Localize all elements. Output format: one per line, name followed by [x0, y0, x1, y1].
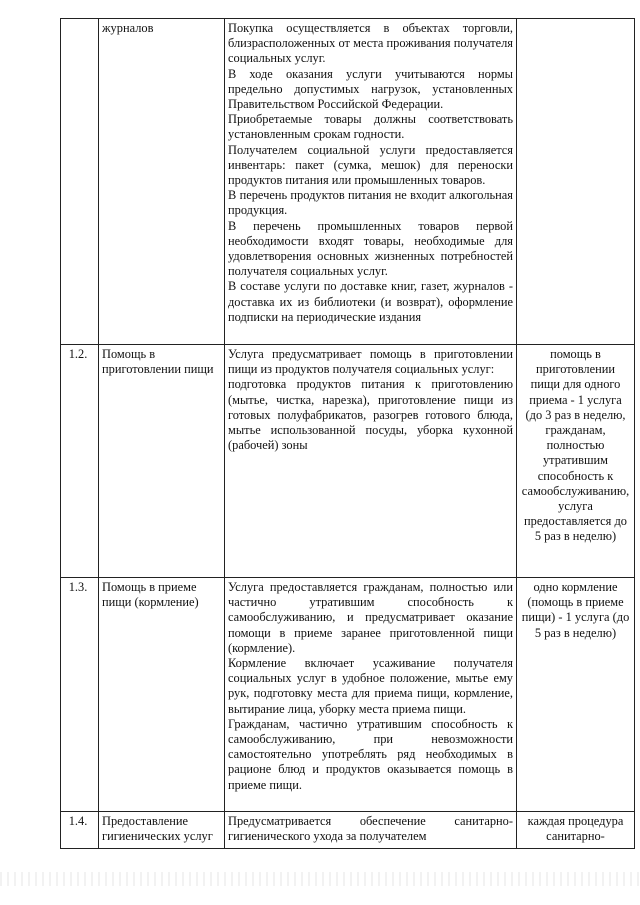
services-table: [60, 18, 635, 849]
description-paragraph: Покупка осуществляется в объектах торговли, близрасположенных от места проживания получателя социальных услуг.: [228, 21, 513, 66]
service-description: [225, 19, 517, 345]
service-frequency: одно кормление (помощь в приеме пищи) - 1 услуга (до 5 раз в неделю): [517, 578, 635, 812]
row-number: 1.4.: [61, 812, 99, 849]
service-name: Помощь в приготовлении пищи: [99, 345, 225, 578]
description-paragraph: Предусматривается обеспечение санитарно-гигиенического ухода за получателем: [228, 814, 513, 844]
description-paragraph: Приобретаемые товары должны соответствовать установленным срокам годности.: [228, 112, 513, 142]
service-name: журналов: [99, 19, 225, 345]
service-frequency: [517, 19, 635, 345]
description-paragraph: В ходе оказания услуги учитываются нормы предельно допустимых нагрузок, установленных Правительством Российской Федерации.: [228, 66, 513, 112]
service-description: [225, 578, 517, 812]
row-number: [61, 19, 99, 345]
table-row: [61, 578, 635, 812]
service-frequency: каждая процедура санитарно-: [517, 812, 635, 849]
table-row: [61, 19, 635, 345]
description-paragraph: Услуга предоставляется гражданам, полностью или частично утратившим способность к самообслуживанию, и предусматривает оказание помощи в приеме заранее приготовленной пищи (кормление).: [228, 580, 513, 655]
table-row: [61, 812, 635, 849]
table-row: [61, 345, 635, 578]
description-paragraph: Услуга предусматривает помощь в приготовлении пищи из продуктов получателя социальных услуг:: [228, 347, 513, 377]
row-number: 1.3.: [61, 578, 99, 812]
description-paragraph: Получателем социальной услуги предоставляется инвентарь: пакет (сумка, мешок) для переноски продуктов питания или промышленных товаров.: [228, 142, 513, 188]
service-description: [225, 812, 517, 849]
row-number: 1.2.: [61, 345, 99, 578]
description-paragraph: В перечень продуктов питания не входит алкогольная продукция.: [228, 188, 513, 218]
service-frequency: помощь в приготовлении пищи для одного приема - 1 услуга (до 3 раз в неделю, гражданам, полностью утратившим способность к самообслуживанию, услуга предоставляется до 5 раз в неделю): [517, 345, 635, 578]
description-paragraph: Кормление включает усаживание получателя социальных услуг в удобное положение, мытье ему рук, подготовку места для приема пищи, кормление, вытирание лица, уборку места приема пищи.: [228, 656, 513, 716]
description-paragraph: В составе услуги по доставке книг, газет, журналов - доставка их из библиотеки (и возврат), оформление подписки на периодические издания: [228, 279, 513, 324]
description-paragraph: В перечень промышленных товаров первой необходимости входят товары, необходимые для удовлетворения основных жизненных потребностей получателя социальных услуг.: [228, 218, 513, 279]
service-description: [225, 345, 517, 578]
description-paragraph: подготовка продуктов питания к приготовлению (мытье, чистка, нарезка), приготовление пищи из готовых полуфабрикатов, разогрев готового блюда, мытье использованной посуды, уборка кухонной (рабочей) зоны: [228, 377, 513, 453]
description-paragraph: Гражданам, частично утратившим способность к самообслуживанию, при невозможности самостоятельно употреблять ряд необходимых в рационе блюд и продуктов оказывается помощь в приеме пищи.: [228, 716, 513, 792]
scan-artifact: [0, 872, 640, 886]
service-name: Предоставление гигиенических услуг: [99, 812, 225, 849]
service-name: Помощь в приеме пищи (кормление): [99, 578, 225, 812]
